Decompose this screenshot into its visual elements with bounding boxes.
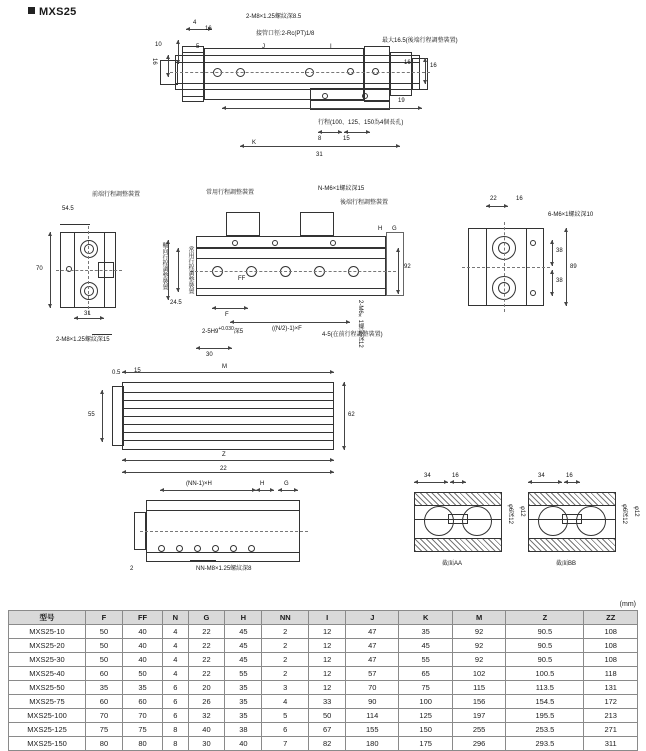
cell-z: 293.5	[506, 737, 584, 751]
cell-model: MXS25-75	[9, 695, 86, 709]
cell-k: 45	[399, 639, 452, 653]
cell-z: 195.5	[506, 709, 584, 723]
cell-i: 12	[309, 639, 346, 653]
cell-f: 60	[86, 695, 123, 709]
cell-i: 12	[309, 681, 346, 695]
cell-j: 180	[346, 737, 399, 751]
cell-nn: 5	[262, 709, 309, 723]
cell-ff: 40	[122, 625, 162, 639]
cell-i: 12	[309, 653, 346, 667]
col-header-1: F	[86, 611, 123, 625]
cell-k: 75	[399, 681, 452, 695]
cell-model: MXS25-100	[9, 709, 86, 723]
cell-g: 40	[188, 723, 225, 737]
cell-j: 70	[346, 681, 399, 695]
cell-f: 80	[86, 737, 123, 751]
cell-k: 100	[399, 695, 452, 709]
cell-g: 32	[188, 709, 225, 723]
cell-j: 47	[346, 653, 399, 667]
cell-f: 50	[86, 625, 123, 639]
cell-nn: 3	[262, 681, 309, 695]
cell-h: 45	[225, 639, 262, 653]
col-header-2: FF	[122, 611, 162, 625]
cell-z: 90.5	[506, 625, 584, 639]
cell-zz: 271	[584, 723, 638, 737]
cell-m: 255	[452, 723, 505, 737]
cell-n: 4	[163, 625, 188, 639]
cell-z: 90.5	[506, 653, 584, 667]
cell-j: 47	[346, 625, 399, 639]
cell-g: 26	[188, 695, 225, 709]
cell-h: 35	[225, 695, 262, 709]
cell-model: MXS25-10	[9, 625, 86, 639]
cell-z: 154.5	[506, 695, 584, 709]
cell-model: MXS25-150	[9, 737, 86, 751]
cell-n: 8	[163, 723, 188, 737]
cell-zz: 213	[584, 709, 638, 723]
unit-note: (mm)	[619, 601, 636, 608]
cell-z: 100.5	[506, 667, 584, 681]
cell-m: 197	[452, 709, 505, 723]
col-header-10: M	[452, 611, 505, 625]
cell-zz: 172	[584, 695, 638, 709]
table-row	[9, 639, 638, 653]
cell-i: 12	[309, 625, 346, 639]
cell-m: 156	[452, 695, 505, 709]
cell-g: 22	[188, 625, 225, 639]
table-header-row	[9, 611, 638, 625]
cell-k: 55	[399, 653, 452, 667]
cell-h: 55	[225, 667, 262, 681]
cell-model: MXS25-40	[9, 667, 86, 681]
cell-zz: 118	[584, 667, 638, 681]
cell-nn: 2	[262, 653, 309, 667]
cell-n: 4	[163, 639, 188, 653]
cell-m: 115	[452, 681, 505, 695]
page-title: MXS25	[28, 6, 77, 18]
cell-i: 50	[309, 709, 346, 723]
cell-zz: 108	[584, 625, 638, 639]
cell-ff: 40	[122, 639, 162, 653]
table-row	[9, 667, 638, 681]
cell-nn: 2	[262, 639, 309, 653]
cell-model: MXS25-50	[9, 681, 86, 695]
cell-zz: 108	[584, 653, 638, 667]
cell-ff: 60	[122, 695, 162, 709]
cell-m: 102	[452, 667, 505, 681]
cell-f: 60	[86, 667, 123, 681]
cell-nn: 2	[262, 625, 309, 639]
cell-zz: 131	[584, 681, 638, 695]
cell-zz: 311	[584, 737, 638, 751]
cell-f: 50	[86, 653, 123, 667]
cell-i: 33	[309, 695, 346, 709]
cell-n: 6	[163, 695, 188, 709]
cell-j: 47	[346, 639, 399, 653]
cell-g: 22	[188, 639, 225, 653]
table-row	[9, 681, 638, 695]
table-row	[9, 737, 638, 751]
cell-m: 92	[452, 639, 505, 653]
cell-k: 125	[399, 709, 452, 723]
cell-model: MXS25-30	[9, 653, 86, 667]
cell-nn: 7	[262, 737, 309, 751]
cell-h: 40	[225, 737, 262, 751]
cell-n: 6	[163, 681, 188, 695]
cell-ff: 70	[122, 709, 162, 723]
col-header-4: G	[188, 611, 225, 625]
cell-n: 8	[163, 737, 188, 751]
cell-j: 90	[346, 695, 399, 709]
col-header-6: NN	[262, 611, 309, 625]
cell-model: MXS25-20	[9, 639, 86, 653]
cell-g: 22	[188, 667, 225, 681]
col-header-0: 型号	[9, 611, 86, 625]
cell-k: 65	[399, 667, 452, 681]
cell-j: 57	[346, 667, 399, 681]
cell-ff: 80	[122, 737, 162, 751]
cell-m: 92	[452, 653, 505, 667]
cell-j: 155	[346, 723, 399, 737]
cell-n: 4	[163, 653, 188, 667]
col-header-5: H	[225, 611, 262, 625]
cell-m: 92	[452, 625, 505, 639]
cell-h: 45	[225, 625, 262, 639]
table-row	[9, 709, 638, 723]
cell-f: 70	[86, 709, 123, 723]
cell-i: 12	[309, 667, 346, 681]
col-header-11: Z	[506, 611, 584, 625]
cell-h: 35	[225, 709, 262, 723]
cell-f: 75	[86, 723, 123, 737]
cell-k: 150	[399, 723, 452, 737]
cell-nn: 2	[262, 667, 309, 681]
cell-h: 45	[225, 653, 262, 667]
cell-model: MXS25-125	[9, 723, 86, 737]
cell-ff: 75	[122, 723, 162, 737]
table-row	[9, 723, 638, 737]
cell-j: 114	[346, 709, 399, 723]
drawing-page: MXS25 4 16 10 5 16 J I 16 16 19 2-M8×1.25螺紋深8.5 接管口徑:2-Rc(PT)1/8 最大16.5(後端行程調整裝置) 行程(100、125、150為4個長孔) 8 15 31 K 70 31 54.5 前端行程調整裝置 2-M8×1.25螺紋深15 軸向行程調整裝置 常用行程調整裝置 24.5 FF F ((N/2)-1)×F 30 常用行程調整裝置 N-M6×1螺紋深15 後端行程調整裝置 $2-5H9^{+0.030}$深5 4-5(在前行程調整裝置) 2-M6×1螺紋深12 92 G H 22 16 38 38 89 6-M6×1螺紋深10 0.5 15 M 55 62 Z 22 (NN-1)×H H G 2 NN-M8×1.25螺紋深8 φ6深12 φ12 34 16 截面AA φ6深12 φ12 34 16 截面BB (mm) 型号 F FF N G H NN I J K M Z ZZ MXS25-10 50 40 4 22 45 2 12 47 35 92 90.5 108 MXS25-20 50 40 4 22 45 2 12 47 45 92 90.5 108 MXS25-30 50 40 4 22 45 2 12 47 55 92 90.5 108 MXS25-40 60 50 4 22 55 2 12 57 65 102 100.5 118 MXS25-50 35 35 6 20 35 3 12 70 75 115 113.5 131 MXS25-75 60 60 6 26 35 4 33 90 100 156 154.5 172 MXS25-100 70 70 6 32 35 5 50 114 125 197 195.5 213 MXS25-125 75 75 8 40 38 6 67 155 150 255 253.5 271 MXS25-150 80 80 8 30 40 7 82 180 175 296 293.5 311	[0, 0, 646, 740]
cell-g: 20	[188, 681, 225, 695]
col-header-8: J	[346, 611, 399, 625]
cell-i: 82	[309, 737, 346, 751]
cell-n: 6	[163, 709, 188, 723]
col-header-12: ZZ	[584, 611, 638, 625]
cell-f: 50	[86, 639, 123, 653]
cell-g: 30	[188, 737, 225, 751]
cell-g: 22	[188, 653, 225, 667]
col-header-3: N	[163, 611, 188, 625]
cell-nn: 4	[262, 695, 309, 709]
bullet-icon	[28, 7, 35, 14]
cell-h: 35	[225, 681, 262, 695]
col-header-9: K	[399, 611, 452, 625]
cell-f: 35	[86, 681, 123, 695]
cell-i: 67	[309, 723, 346, 737]
cell-m: 296	[452, 737, 505, 751]
col-header-7: I	[309, 611, 346, 625]
cell-z: 90.5	[506, 639, 584, 653]
cell-nn: 6	[262, 723, 309, 737]
cell-k: 175	[399, 737, 452, 751]
cell-zz: 108	[584, 639, 638, 653]
cell-n: 4	[163, 667, 188, 681]
spec-table	[8, 610, 638, 751]
cell-h: 38	[225, 723, 262, 737]
cell-k: 35	[399, 625, 452, 639]
table-row	[9, 695, 638, 709]
table-row	[9, 653, 638, 667]
table-row	[9, 625, 638, 639]
cell-z: 113.5	[506, 681, 584, 695]
cell-z: 253.5	[506, 723, 584, 737]
cell-ff: 35	[122, 681, 162, 695]
cell-ff: 40	[122, 653, 162, 667]
cell-ff: 50	[122, 667, 162, 681]
